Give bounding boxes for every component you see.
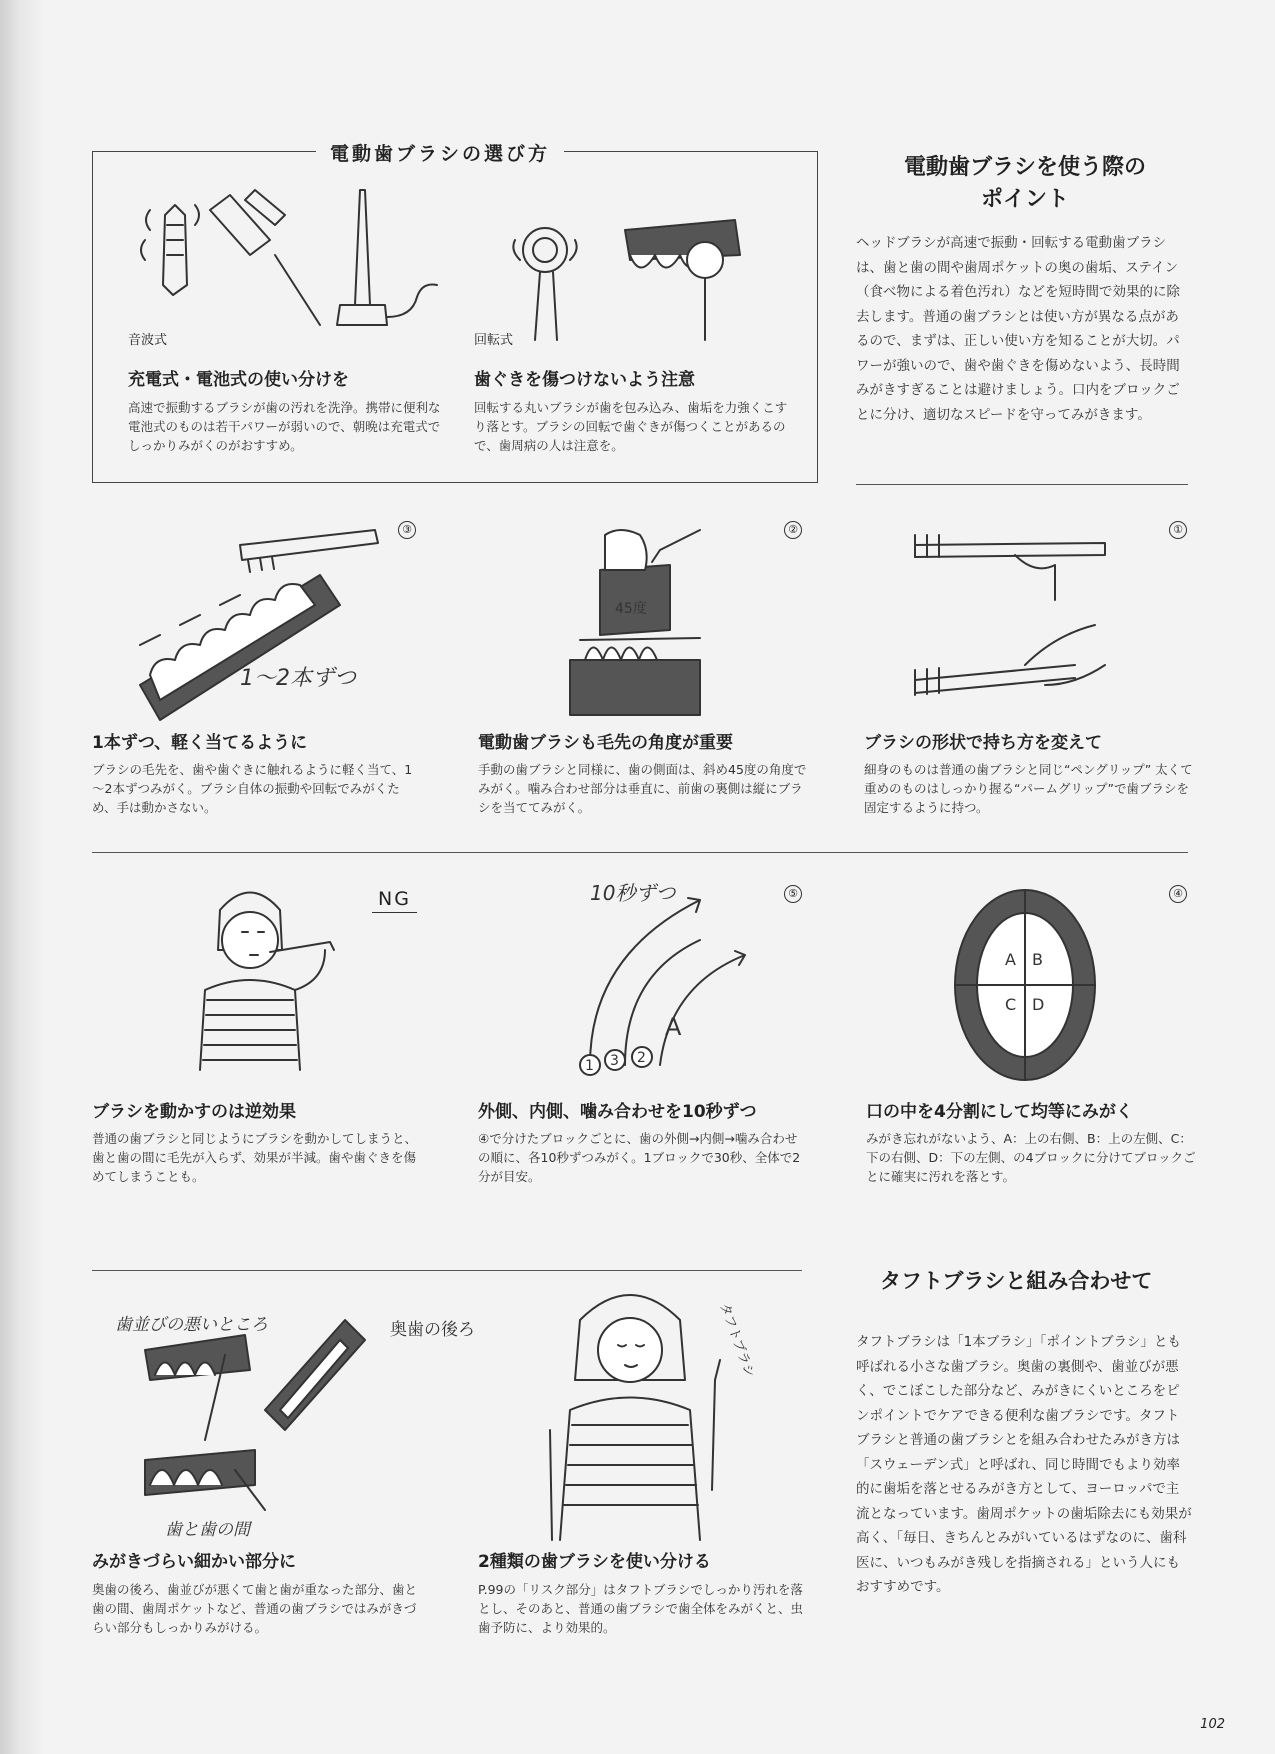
hard-to-reach-heading: みがきづらい細かい部分に bbox=[92, 1552, 296, 1572]
step1-body: 細身のものは普通の歯ブラシと同じ“ペングリップ” 太くて重めのものはしっかり握る“パームグリップ”で歯ブラシを固定するように持つ。 bbox=[864, 762, 1193, 815]
ng-body: 普通の歯ブラシと同じようにブラシを動かしてしまうと、歯と歯の間に毛先が入らず、効果が半減。歯や歯ぐきを傷めてしまうことも。 bbox=[92, 1131, 418, 1184]
svg-text:D: D bbox=[1032, 995, 1045, 1014]
step5-heading: 外側、内側、噛み合わせを10秒ずつ bbox=[478, 1102, 757, 1122]
svg-text:A: A bbox=[1005, 950, 1016, 969]
step2-body: 手動の歯ブラシと同様に、歯の側面は、斜め45度の角度でみがく。噛み合わせ部分は垂直に、前歯の裏側は縦にブラシを当ててみがく。 bbox=[478, 762, 807, 815]
step4-mouth-illustration bbox=[950, 885, 1100, 1085]
step3-heading: 1本ずつ、軽く当てるように bbox=[92, 733, 308, 753]
svg-text:タフトブラシ: タフトブラシ bbox=[716, 1301, 757, 1380]
two-brushes-body: P.99の「リスク部分」はタフトブラシでしっかり汚れを落とし、そのあと、普通の歯ブラシで歯全体をみがくと、虫歯予防に、より効果的。 bbox=[478, 1582, 804, 1635]
selection-box-title: 電動歯ブラシの選び方 bbox=[316, 139, 564, 166]
svg-text:歯と歯の間: 歯と歯の間 bbox=[165, 1520, 250, 1540]
hard-to-reach-body: 奥歯の後ろ、歯並びが悪くて歯と歯が重なった部分、歯と歯の間、歯周ポケットなど、普通の歯ブラシではみがきづらい部分もしっかりみがける。 bbox=[92, 1582, 418, 1635]
points-divider bbox=[856, 484, 1188, 485]
row-divider-2 bbox=[92, 1270, 802, 1271]
svg-text:2: 2 bbox=[637, 1050, 646, 1066]
sonic-body: 高速で振動するブラシが歯の汚れを洗浄。携帯に便利な電池式のものは若干パワーが弱いので、朝晩は充電式でしっかりみがくのがおすすめ。 bbox=[128, 400, 441, 453]
sonic-heading: 充電式・電池式の使い分けを bbox=[128, 370, 349, 390]
points-title: 電動歯ブラシを使う際の ポイント bbox=[903, 155, 1146, 212]
svg-text:10秒ずつ: 10秒ずつ bbox=[590, 881, 676, 905]
step2-heading: 電動歯ブラシも毛先の角度が重要 bbox=[478, 733, 733, 753]
step4-heading: 口の中を4分割にして均等にみがく bbox=[866, 1102, 1133, 1122]
ng-label: NG bbox=[372, 888, 417, 913]
svg-text:歯並びの悪いところ: 歯並びの悪いところ bbox=[115, 1315, 268, 1335]
svg-text:A: A bbox=[665, 1013, 682, 1041]
page-gutter-shadow bbox=[0, 0, 42, 1754]
ng-girl-illustration bbox=[180, 880, 350, 1070]
step1-illustration bbox=[905, 525, 1115, 700]
svg-text:奥歯の後ろ: 奥歯の後ろ bbox=[390, 1320, 475, 1340]
step4-body: みがき忘れがないよう、A：上の右側、B：上の左側、C：下の右側、D：下の左側、の4ブロックに分けてブロックごとに確実に汚れを落とす。 bbox=[866, 1131, 1196, 1184]
hard-to-reach-illustration bbox=[115, 1300, 475, 1540]
step2-illustration bbox=[560, 520, 710, 720]
step-number-4: ④ bbox=[1169, 885, 1187, 903]
sonic-type-label: 音波式 bbox=[128, 333, 168, 348]
ng-heading: ブラシを動かすのは逆効果 bbox=[92, 1102, 296, 1122]
svg-text:3: 3 bbox=[610, 1053, 619, 1069]
sonic-toothbrush-illustration bbox=[125, 185, 445, 345]
step1-heading: ブラシの形状で持ち方を変えて bbox=[864, 733, 1102, 753]
svg-text:B: B bbox=[1032, 950, 1043, 969]
rotary-type-label: 回転式 bbox=[474, 333, 514, 348]
two-brushes-girl-illustration bbox=[540, 1280, 770, 1540]
step-number-5: ⑤ bbox=[784, 885, 802, 903]
points-body: ヘッドブラシが高速で振動・回転する電動歯ブラシは、歯と歯の間や歯周ポケットの奥の歯垢、ステイン（食べ物による着色汚れ）などを短時間で効果的に除去します。普通の歯ブラシとは使い方が異なる点があるので、まずは、正しい使い方を知ることが大切。パワーが強いので、歯や歯ぐきを傷めないよう、長時間みがきすぎることは避けましょう。口内をブロックごとに分け、適切なスピードを守ってみがきます。 bbox=[856, 235, 1180, 423]
page-number: 102 bbox=[1200, 1717, 1225, 1732]
rotary-heading: 歯ぐきを傷つけないよう注意 bbox=[474, 370, 695, 390]
rotary-toothbrush-illustration bbox=[505, 200, 755, 350]
rotary-body: 回転する丸いブラシが歯を包み込み、歯垢を力強くこすり落とす。ブラシの回転で歯ぐきが傷つくことがあるので、歯周病の人は注意を。 bbox=[474, 400, 788, 453]
two-brushes-heading: 2種類の歯ブラシを使い分ける bbox=[478, 1552, 711, 1572]
step5-body: ④で分けたブロックごとに、歯の外側→内側→噛み合わせの順に、各10秒ずつみがく。1ブロックで30秒、全体で2分が目安。 bbox=[478, 1131, 801, 1184]
tuft-body: タフトブラシは「1本ブラシ」「ポイントブラシ」とも呼ばれる小さな歯ブラシ。奥歯の裏側や、歯並びが悪く、でこぼこした部分など、みがきにくいところをピンポイントでケアできる便利な歯ブラシです。タフトブラシと普通の歯ブラシとを組み合わせたみがき方は「スウェーデン式」と呼ばれ、同じ時間でもより効率的に歯垢を落とせるみがき方として、ヨーロッパで主流となっています。歯周ポケットの歯垢除去にも効果が高く、「毎日、きちんとみがいているはずなのに、歯科医に、いつもみがき残しを指摘される」という人にもおすすめです。 bbox=[856, 1334, 1192, 1595]
tuft-title: タフトブラシと組み合わせて bbox=[880, 1269, 1153, 1293]
svg-text:1～2本ずつ: 1～2本ずつ bbox=[240, 666, 356, 691]
step-number-3: ③ bbox=[398, 521, 416, 539]
row-divider-1 bbox=[92, 852, 1188, 853]
svg-text:1: 1 bbox=[585, 1058, 594, 1074]
step-number-2: ② bbox=[784, 521, 802, 539]
step3-illustration bbox=[130, 525, 390, 720]
svg-text:C: C bbox=[1005, 995, 1017, 1014]
step5-illustration bbox=[570, 875, 760, 1075]
svg-text:45度: 45度 bbox=[615, 601, 647, 617]
step-number-1: ① bbox=[1169, 521, 1187, 539]
step3-body: ブラシの毛先を、歯や歯ぐきに触れるように軽く当て、1～2本ずつみがく。ブラシ自体の振動や回転でみがくため、手は動かさない。 bbox=[92, 762, 413, 815]
